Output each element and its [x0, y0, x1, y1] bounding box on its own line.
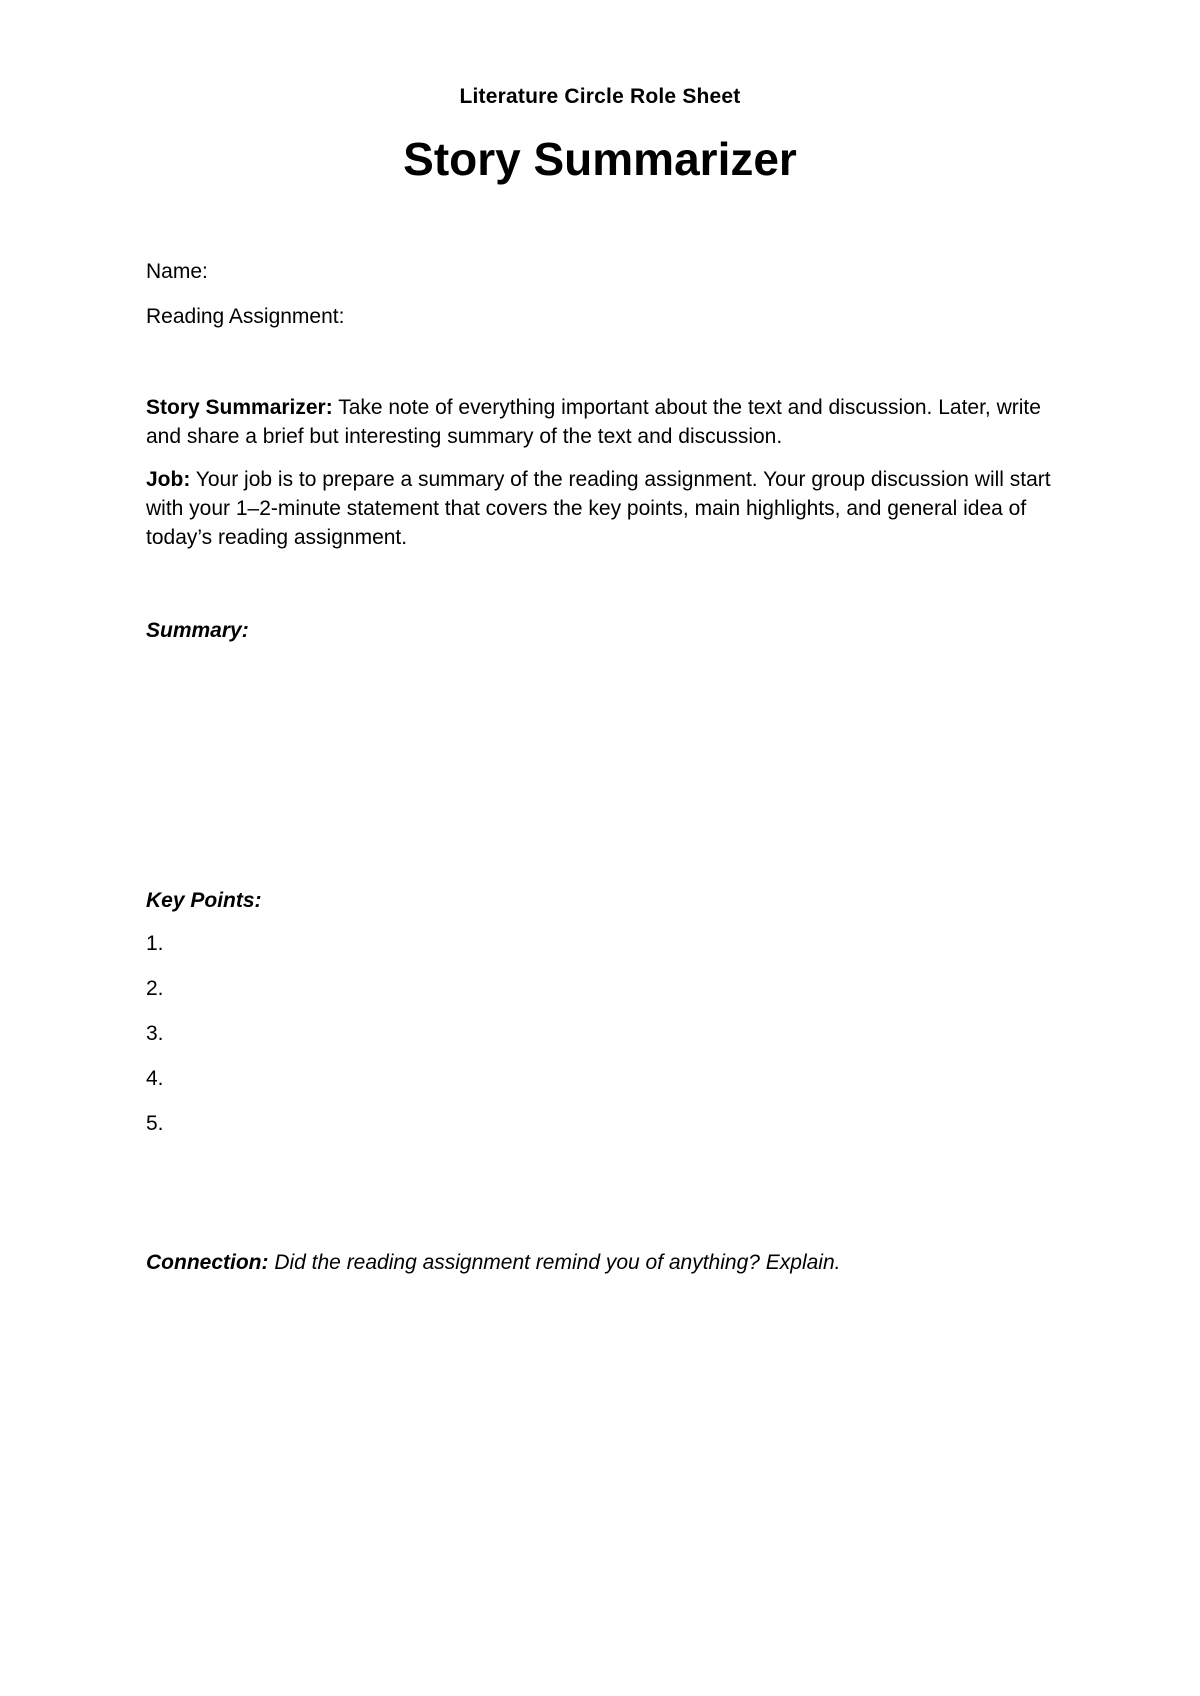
key-point-item: 3. — [146, 1022, 164, 1045]
key-point-item: 2. — [146, 977, 164, 1000]
job-description-label: Job: — [146, 468, 191, 491]
connection-question: Did the reading assignment remind you of anything? Explain. — [268, 1251, 841, 1274]
reading-assignment-field-label: Reading Assignment: — [146, 305, 345, 328]
key-points-label: Key Points: — [146, 889, 262, 912]
page-title: Story Summarizer — [403, 133, 797, 185]
role-description — [146, 393, 1066, 451]
connection-prompt — [146, 1252, 841, 1273]
summary-writing-area[interactable] — [146, 650, 1066, 870]
summary-label: Summary: — [146, 619, 249, 642]
name-field-label: Name: — [146, 260, 208, 283]
role-description-label: Story Summarizer: — [146, 396, 333, 419]
connection-writing-area[interactable] — [146, 1285, 1066, 1585]
key-point-item: 4. — [146, 1067, 164, 1090]
job-description-text: Your job is to prepare a summary of the reading assignment. Your group discussion will start with your 1–2-minute statement that covers the key points, main highlights, and general idea of today’s reading assignment. — [146, 468, 1051, 549]
job-description — [146, 465, 1066, 552]
key-point-item: 5. — [146, 1112, 164, 1135]
role-description-text: Take note of everything important about the text and discussion. Later, write and share a brief but interesting summary of the text and discussion. — [146, 396, 1041, 448]
key-points-list — [146, 933, 1066, 1158]
sheet-header: Literature Circle Role Sheet — [459, 85, 741, 108]
key-point-item: 1. — [146, 932, 164, 955]
connection-label: Connection: — [146, 1251, 269, 1274]
